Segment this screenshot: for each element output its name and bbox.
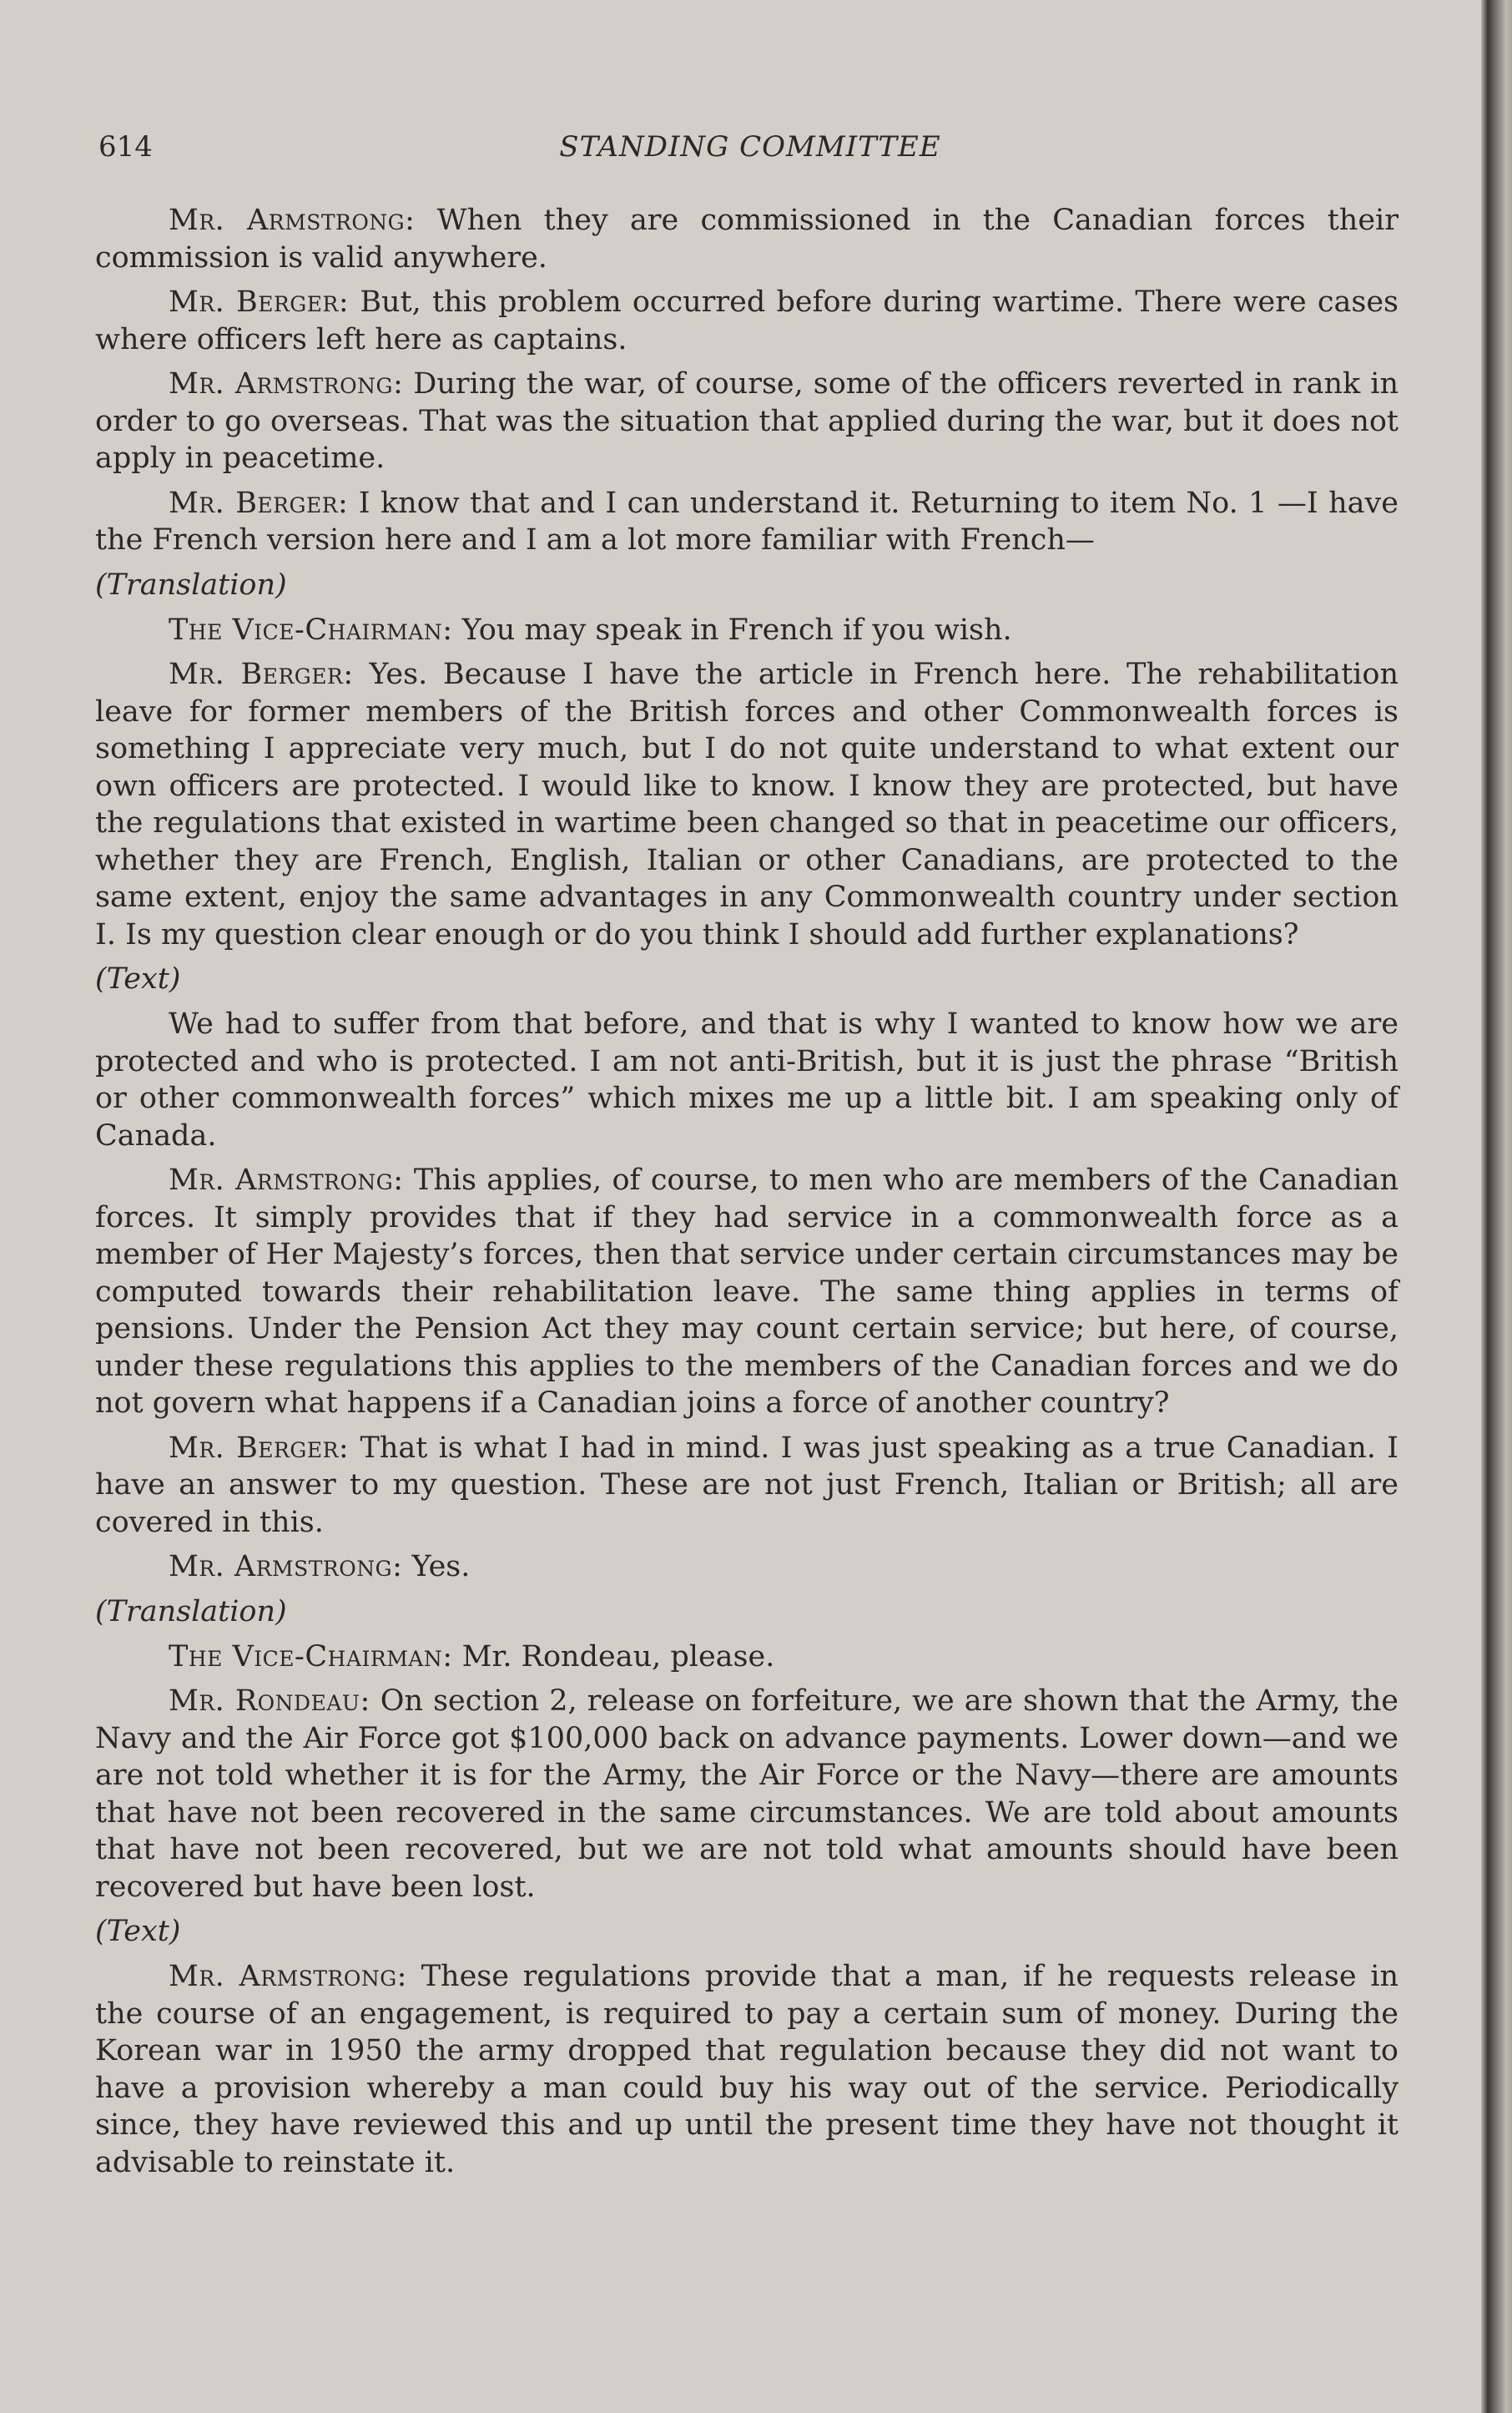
speech-text: Mr. Rondeau, please. — [452, 1639, 775, 1673]
speaker-name: Mr. Armstrong: — [169, 204, 416, 237]
speech-text: This applies, of course, to men who are members of the Canadian forces. It simply provides that if they had service in a commonwealth force as a member of Her Majesty’s forces, then that service under certain circumstances may be computed towards their rehabilitation leave. The same thing applies in terms of pensions. Under the Pension Act they may count certain service; but here, of course, under these regulations this applies to the members of the Canadian forces and we do not govern what happens if a Canadian joins a force of another country? — [95, 1164, 1399, 1420]
language-marker: (Translation) — [95, 1594, 287, 1628]
speaker-name: Mr. Berger: — [169, 285, 350, 319]
language-marker: (Text) — [95, 1915, 181, 1948]
paragraph — [95, 1638, 1399, 1676]
speech-text: But, this problem occurred before during wartime. There were cases where officers left here as captains. — [95, 285, 1399, 356]
speaker-name: Mr. Berger: — [169, 1431, 350, 1465]
speaker-name: Mr. Rondeau: — [169, 1684, 370, 1718]
paragraph — [95, 485, 1399, 559]
speech-text: You may speak in French if you wish. — [452, 613, 1012, 647]
speech-text: Yes. Because I have the article in French here. The rehabilitation leave for former members of the British forces and other Commonwealth forces is something I appreciate very much, but I do not quite understand to what extent our own officers are protected. I would like to know. I know they are protected, but have the regulations that existed in wartime been changed so that in peacetime our officers, whether they are French, English, Italian or other Canadians, are protected to the same extent, enjoy the same advantages in any Commonwealth country under section I. Is my question clear enough or do you think I should add further explanations? — [95, 658, 1399, 952]
paragraph — [95, 1548, 1399, 1586]
transcript-body — [95, 202, 1399, 2188]
paragraph — [95, 202, 1399, 276]
language-marker: (Translation) — [95, 568, 287, 602]
speech-text: On section 2, release on forfeiture, we are shown that the Army, the Navy and the Air Force got $100,000 back on advance payments. Lower down—and we are not told whether it is for the Army, the Air Force or the Navy—there are amounts that have not been recovered in the same circumstances. We are told about amounts that have not been recovered, but we are not told what amounts should have been recovered but have been lost. — [95, 1684, 1399, 1904]
running-title: STANDING COMMITTEE — [559, 130, 941, 164]
speech-text: When they are commissioned in the Canadian forces their commission is valid anywhere. — [95, 204, 1399, 275]
speaker-name: Mr. Berger: — [169, 658, 354, 691]
page-number: 614 — [98, 130, 153, 164]
language-marker: (Text) — [95, 962, 181, 996]
book-spine — [1481, 0, 1512, 2413]
paragraph — [95, 1958, 1399, 2181]
paragraph — [95, 1006, 1399, 1154]
speech-text: Yes. — [402, 1550, 471, 1583]
paragraph — [95, 1162, 1399, 1422]
speaker-name: Mr. Armstrong: — [169, 1960, 407, 1993]
paragraph — [95, 284, 1399, 358]
speech-text: We had to suffer from that before, and that is why I wanted to know how we are protected and who is protected. I am not anti-British, but it is just the phrase “British or other commonwealth forces” which mixes me up a little bit. I am speaking only of Canada. — [95, 1007, 1399, 1153]
paragraph — [95, 366, 1399, 477]
speech-text: These regulations provide that a man, if he requests release in the course of an engagement, is required to pay a certain sum of money. During the Korean war in 1950 the army dropped that regulation because they did not want to have a provision whereby a man could buy his way out of the service. Periodically since, they have reviewed this and up until the present time they have not thought it advisable to reinstate it. — [95, 1960, 1399, 2179]
speech-text: During the war, of course, some of the officers reverted in rank in order to go overseas. That was the situation that applied during the war, but it does not apply in peacetime. — [95, 367, 1399, 475]
speech-text: That is what I had in mind. I was just speaking as a true Canadian. I have an answer to my question. These are not just French, Italian or British; all are covered in this. — [95, 1431, 1399, 1539]
page-header — [98, 130, 1402, 167]
speaker-name: Mr. Armstrong: — [169, 1164, 404, 1197]
speaker-name: Mr. Armstrong: — [169, 367, 404, 401]
paragraph — [95, 656, 1399, 953]
speaker-name: Mr. Berger: — [169, 486, 349, 520]
speaker-name: The Vice-Chairman: — [169, 613, 453, 647]
paragraph — [95, 1683, 1399, 1906]
paragraph — [95, 1430, 1399, 1542]
speech-text: I know that and I can understand it. Returning to item No. 1 —I have the French version here and I am a lot more familiar with French— — [95, 486, 1399, 557]
speaker-name: Mr. Armstrong: — [169, 1550, 403, 1583]
speaker-name: The Vice-Chairman: — [169, 1639, 453, 1673]
paragraph — [95, 612, 1399, 649]
